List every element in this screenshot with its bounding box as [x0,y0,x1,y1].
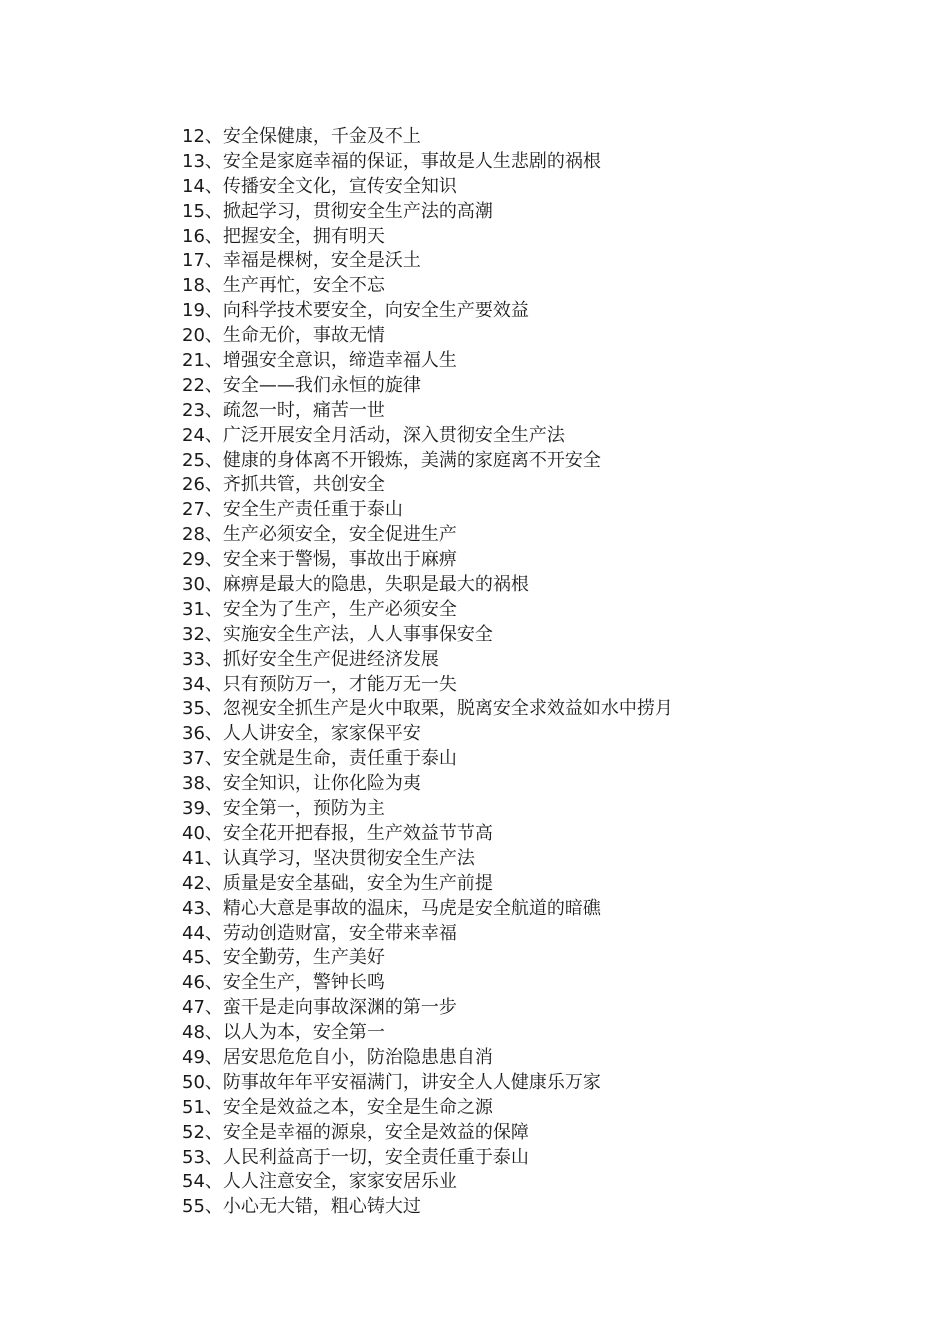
list-item: 34、只有预防万一，才能万无一失 [182,673,457,695]
list-item: 38、安全知识，让你化险为夷 [182,773,421,795]
list-item: 21、增强安全意识，缔造幸福人生 [182,350,457,372]
list-item: 35、忽视安全抓生产是火中取栗，脱离安全求效益如水中捞月 [182,698,673,720]
list-item: 32、实施安全生产法，人人事事保安全 [182,623,493,645]
list-item: 48、以人为本，安全第一 [182,1022,385,1044]
list-item: 40、安全花开把春报，生产效益节节高 [182,822,493,844]
list-item: 44、劳动创造财富，安全带来幸福 [182,922,457,944]
list-item: 24、广泛开展安全月活动，深入贯彻安全生产法 [182,424,565,446]
list-item: 22、安全——我们永恒的旋律 [182,374,421,396]
list-item: 15、掀起学习，贯彻安全生产法的高潮 [182,200,493,222]
list-item: 43、精心大意是事故的温床，马虎是安全航道的暗礁 [182,897,601,919]
list-item: 33、抓好安全生产促进经济发展 [182,648,439,670]
list-item: 19、向科学技术要安全，向安全生产要效益 [182,300,529,322]
list-item: 45、安全勤劳，生产美好 [182,947,385,969]
list-item: 18、生产再忙，安全不忘 [182,275,385,297]
list-item: 36、人人讲安全，家家保平安 [182,723,421,745]
list-item: 50、防事故年年平安福满门，讲安全人人健康乐万家 [182,1071,601,1093]
slogan-list [182,125,902,1220]
list-item: 14、传播安全文化，宣传安全知识 [182,175,457,197]
list-item: 17、幸福是棵树，安全是沃土 [182,250,421,272]
list-item: 54、人人注意安全，家家安居乐业 [182,1171,457,1193]
list-item: 20、生命无价，事故无情 [182,325,385,347]
list-item: 26、齐抓共管，共创安全 [182,474,385,496]
list-item: 28、生产必须安全，安全促进生产 [182,524,457,546]
list-item: 31、安全为了生产，生产必须安全 [182,598,457,620]
list-item: 46、安全生产，警钟长鸣 [182,972,385,994]
list-item: 25、健康的身体离不开锻炼，美满的家庭离不开安全 [182,449,601,471]
list-item: 30、麻痹是最大的隐患，失职是最大的祸根 [182,574,529,596]
list-item: 47、蛮干是走向事故深渊的第一步 [182,997,457,1019]
list-item: 41、认真学习，坚决贯彻安全生产法 [182,847,475,869]
list-item: 23、疏忽一时，痛苦一世 [182,399,385,421]
list-item: 49、居安思危危自小，防治隐患患自消 [182,1046,493,1068]
list-item: 16、把握安全，拥有明天 [182,225,385,247]
list-item: 12、安全保健康，千金及不上 [182,126,421,147]
list-item: 29、安全来于警惕，事故出于麻痹 [182,549,457,571]
list-item: 37、安全就是生命，责任重于泰山 [182,748,457,770]
list-item: 42、质量是安全基础，安全为生产前提 [182,872,493,894]
list-item: 39、安全第一，预防为主 [182,798,385,820]
list-item: 51、安全是效益之本，安全是生命之源 [182,1096,493,1118]
list-item: 55、小心无大错，粗心铸大过 [182,1196,421,1218]
list-item: 27、安全生产责任重于泰山 [182,499,403,521]
list-item: 13、安全是家庭幸福的保证，事故是人生悲剧的祸根 [182,150,601,172]
list-item: 53、人民利益高于一切，安全责任重于泰山 [182,1146,529,1168]
list-item: 52、安全是幸福的源泉，安全是效益的保障 [182,1121,529,1143]
